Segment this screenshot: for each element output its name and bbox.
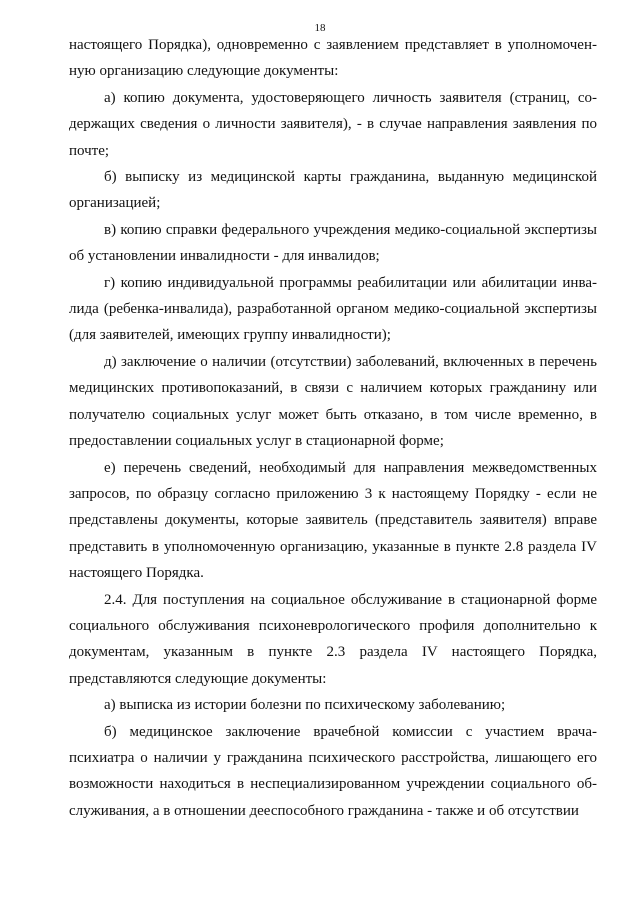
paragraph-continuation: настоящего Порядка), одновременно с заявлением представляет в уполномоченную организацию следующие документы:	[69, 37, 597, 80]
paragraph-item-d: д) заключение о наличии (отсутствии) заболеваний, включенных в перечень медицинских противопоказаний, в связи с наличием которых гражданину или получателю социальных услуг может быть отказано, в том числе временно, в предоставлении социальных услуг в стационарной форме;	[69, 353, 597, 450]
paragraph-2-4-item-a: а) выписка из истории болезни по психическому заболеванию;	[104, 697, 506, 714]
paragraph-item-e: е) перечень сведений, необходимый для направления межведомственных запросов, по образцу согласно приложению 3 к настоящему Порядку - если не представлены документы, которые заявитель (представитель заявителя) вправе представить в уполномоченную организацию, указанные в пункте 2.8 раздела IV настоящего Порядка.	[69, 459, 597, 582]
paragraph-section-2-4: 2.4. Для поступления на социальное обслуживание в стационарной форме социального обслуживания психоневрологического профиля дополнительно к документам, указанным в пункте 2.3 раздела IV настоящего Порядка, представляются следующие документы:	[69, 591, 597, 687]
page-number: 18	[314, 22, 326, 34]
paragraph-item-g: г) копию индивидуальной программы реабилитации или абилитации инвалида (ребенка-инвалида), разработанной органом медико-социальной экспертизы (для заявителей, имеющих группу инвалидности);	[69, 274, 597, 344]
paragraph-item-v: в) копию справки федерального учреждения медико-социальной экспертизы об установлении инвалидности - для инвалидов;	[69, 221, 597, 265]
paragraph-item-a: а) копию документа, удостоверяющего личность заявителя (страниц, содержащих сведения о личности заявителя), - в случае направления заявления по почте;	[69, 89, 597, 159]
document-body	[69, 32, 597, 824]
paragraph-2-4-item-b: б) медицинское заключение врачебной комиссии с участием врача-психиатра о наличии у гражданина психического расстройства, лишающего его возможности находиться в неспециализированном учреждении социального обслуживания, а в отношении дееспособного гражданина - также и об отсутствии	[69, 723, 597, 819]
paragraph-item-b: б) выписку из медицинской карты гражданина, выданную медицинской организацией;	[69, 169, 597, 212]
